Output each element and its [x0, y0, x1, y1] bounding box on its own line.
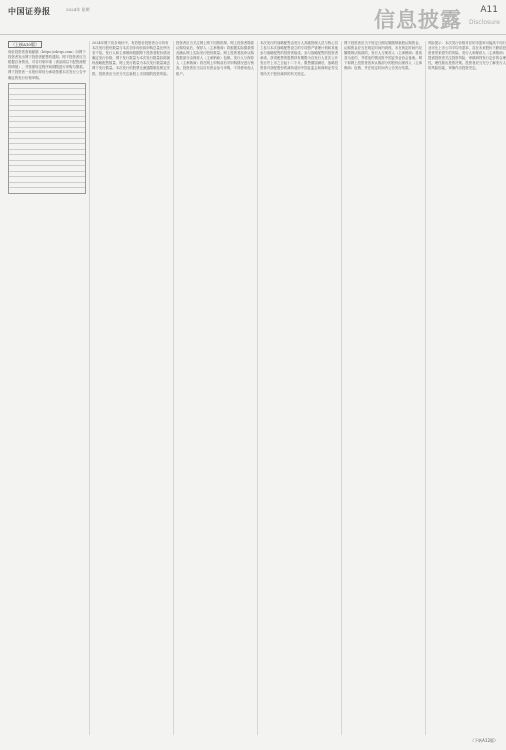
column-3: [176, 41, 254, 735]
column-5-text: 网下投资者应当于规定日期足额缴纳新股认购资金，认购资金应当在规定时间内到账。未在规定时间内足额缴纳认购款的，发行人与保荐人（主承销商）将视其为违约，并将违约情况报中国证券业协会备案。网下和网上投资者放弃认购部分的股份由保荐人（主承销商）包销，并在规定时间内公告发行结果。: [344, 41, 422, 71]
paper-name: 中国证券报: [8, 6, 51, 16]
column-2-text: 2024年网下初步询价中，有效报价投资者合计持有本次发行股份数量与本次初步询价拟申购总量比例为若干倍。发行人和主承销商根据网下投资者报价情况确定发行价格，网下发行数量为本次发行数量扣除最终战略配售数量，网上发行数量为本次发行数量减去网下发行数量。本次发行的股票无流通限制及锁定安排，投资者应当充分关注新股上市初期的投资风险。: [92, 41, 170, 76]
column-4: [260, 41, 338, 735]
list-table: [8, 83, 86, 194]
page-number: A11: [480, 5, 498, 15]
column-1: [8, 41, 86, 735]
date-line: 2024年 星期: [66, 7, 90, 12]
section-title: 信息披露: [374, 8, 462, 32]
continued-footer: （下转A12版）: [470, 738, 498, 743]
column-1-text: 询价投资者查询邮箱（https://zbcqs.com）向网下投资者发出网下投资者配售的通知。网下投资者应当根据自身情况，对各对象申请（请参照以下配售流程的明细），并按照规定程序和期限进行申购与缴款。网下投资者一旦报价即视为承诺按照本次发行公告中确定的发行价格申购。: [8, 50, 86, 80]
column-6: [428, 41, 506, 735]
column-4-text: 本次发行的战略配售由发行人高级管理人员与核心员工参与本次战略配售设立的专项资产管理计划和其他参与战略配售的投资者组成。参与战略配售的投资者承诺，获得配售的股票持有期限为自发行人首次公开发行并上市之日起十二个月。限售期届满后，战略投资者对获配股份的减持适用中国证监会和深圳证券交易所关于股份减持的有关规定。: [260, 41, 338, 76]
continued-tag: （上接A10版）: [8, 41, 42, 48]
column-5: [344, 41, 422, 735]
section-subtitle: Disclosure: [468, 19, 500, 26]
column-2: [92, 41, 170, 735]
column-3-text: 投资者应当关注网上网下回拨机制。网上投资者缴款认购结束后，保荐人（主承销商）将根据实际缴款情况确认网上实际发行股份数量。网上投资者放弃认购股数部分由保荐人（主承销商）包销。发行人与保荐人（主承销商）将在网上申购前后对申购情况进行核查。投资者应当以自有资金参与申购，不得使用他人账户。: [176, 41, 254, 76]
masthead: [0, 0, 506, 35]
column-6-text: 风险提示：本次发行价格对应的市盈率可能高于同行业可比上市公司平均市盈率，存在未来股价下跌给投资者带来损失的风险。发行人和保荐人（主承销商）提请投资者关注投资风险，审慎研判发行定价的合理性，理性做出投资决策。投资者应当充分了解发行人的风险因素，审慎作出投资决定。: [428, 41, 506, 71]
